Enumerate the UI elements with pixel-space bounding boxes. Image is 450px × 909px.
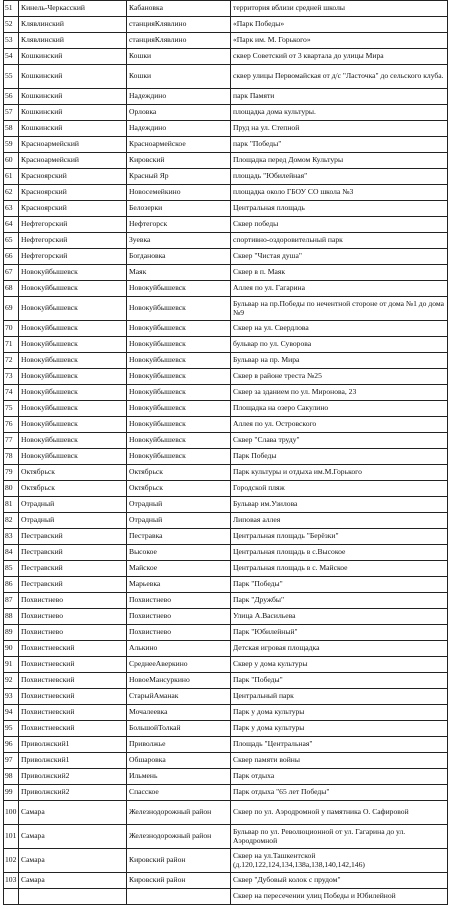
table-row xyxy=(4,737,448,753)
object-cell: Улица А.Васильева xyxy=(231,609,448,625)
object-cell: территория вблизи средней школы xyxy=(231,1,448,17)
district-cell: Клявлинский xyxy=(19,17,127,33)
object-cell: Площадь "Центральная" xyxy=(231,737,448,753)
locality-cell: Надеждино xyxy=(127,121,231,137)
locality-cell: Спасское xyxy=(127,785,231,801)
row-number-cell: 101 xyxy=(4,825,19,849)
locality-cell: Новокуйбышевск xyxy=(127,353,231,369)
district-cell: Новокуйбышевск xyxy=(19,369,127,385)
table-row xyxy=(4,105,448,121)
table-row xyxy=(4,577,448,593)
district-cell: Самара xyxy=(19,849,127,873)
row-number-cell: 97 xyxy=(4,753,19,769)
row-number-cell: 75 xyxy=(4,401,19,417)
row-number-cell: 78 xyxy=(4,449,19,465)
locality-cell: Железнодорожный район xyxy=(127,801,231,825)
locality-cell: Белозерки xyxy=(127,201,231,217)
object-cell: Сквер на ул.Ташкентской (д.120,122,124,134,138а,138,140,142,146) xyxy=(231,849,448,873)
row-number-cell: 95 xyxy=(4,721,19,737)
row-number-cell: 84 xyxy=(4,545,19,561)
locality-cell: Надеждино xyxy=(127,89,231,105)
locality-cell: Мочалеевка xyxy=(127,705,231,721)
object-cell: Парк у дома культуры xyxy=(231,705,448,721)
row-number-cell: 57 xyxy=(4,105,19,121)
row-number-cell: 89 xyxy=(4,625,19,641)
object-cell: площадь "Юбилейная" xyxy=(231,169,448,185)
district-cell xyxy=(19,889,127,905)
row-number-cell: 81 xyxy=(4,497,19,513)
table-row xyxy=(4,689,448,705)
table-row xyxy=(4,417,448,433)
district-cell: Новокуйбышевск xyxy=(19,417,127,433)
locality-cell: Похвистнево xyxy=(127,609,231,625)
table-row xyxy=(4,217,448,233)
locality-cell: Отрадный xyxy=(127,497,231,513)
district-cell: Новокуйбышевск xyxy=(19,433,127,449)
locality-cell: Новокуйбышевск xyxy=(127,281,231,297)
district-cell: Кошкинский xyxy=(19,89,127,105)
object-cell: «Парк Победы» xyxy=(231,17,448,33)
object-cell: Центральная площадь в с.Высокое xyxy=(231,545,448,561)
row-number-cell: 90 xyxy=(4,641,19,657)
table-row xyxy=(4,201,448,217)
district-cell: Нефтегорский xyxy=(19,233,127,249)
locality-cell: Маяк xyxy=(127,265,231,281)
locality-cell: Обшаровка xyxy=(127,753,231,769)
row-number-cell: 102 xyxy=(4,849,19,873)
object-cell: Парк культуры и отдыха им.М.Горького xyxy=(231,465,448,481)
table-row xyxy=(4,353,448,369)
district-cell: Отрадный xyxy=(19,497,127,513)
locality-cell: Кировский xyxy=(127,153,231,169)
locality-cell: Майское xyxy=(127,561,231,577)
row-number-cell: 72 xyxy=(4,353,19,369)
object-cell: Бульвар на пр. Мира xyxy=(231,353,448,369)
district-cell: Приволжский2 xyxy=(19,769,127,785)
district-cell: Похвистнево xyxy=(19,625,127,641)
row-number-cell: 98 xyxy=(4,769,19,785)
locality-cell xyxy=(127,889,231,905)
district-cell: Новокуйбышевск xyxy=(19,297,127,321)
object-cell: Бульвар им.Узилова xyxy=(231,497,448,513)
row-number-cell: 96 xyxy=(4,737,19,753)
object-cell: Сквер за зданием по ул. Миронова, 23 xyxy=(231,385,448,401)
object-cell: Сквер по ул. Аэродромной у памятника О. Сафировой xyxy=(231,801,448,825)
table-row xyxy=(4,625,448,641)
locality-cell: СреднееАверкино xyxy=(127,657,231,673)
district-cell: Пестравский xyxy=(19,545,127,561)
district-cell: Кинель-Черкасский xyxy=(19,1,127,17)
object-cell: Парк "Юбилейный" xyxy=(231,625,448,641)
table-row xyxy=(4,529,448,545)
object-cell: сквер Советский от 3 квартала до улицы Мира xyxy=(231,49,448,65)
row-number-cell: 61 xyxy=(4,169,19,185)
locality-cell: Кабановка xyxy=(127,1,231,17)
district-cell: Похвистневский xyxy=(19,641,127,657)
object-cell: парк Памяти xyxy=(231,89,448,105)
row-number-cell: 88 xyxy=(4,609,19,625)
locality-cell: Богдановка xyxy=(127,249,231,265)
table-row xyxy=(4,137,448,153)
row-number-cell: 71 xyxy=(4,337,19,353)
row-number-cell: 70 xyxy=(4,321,19,337)
locality-cell: Новокуйбышевск xyxy=(127,433,231,449)
district-cell: Приволжский1 xyxy=(19,737,127,753)
district-cell: Новокуйбышевск xyxy=(19,337,127,353)
locality-cell: Новокуйбышевск xyxy=(127,417,231,433)
table-row xyxy=(4,121,448,137)
district-cell: Приволжский1 xyxy=(19,753,127,769)
table-row xyxy=(4,281,448,297)
table-row xyxy=(4,873,448,889)
locality-cell: Нефтегорск xyxy=(127,217,231,233)
object-cell: Сквер на ул. Свердлова xyxy=(231,321,448,337)
locality-cell: НовоеМансуркино xyxy=(127,673,231,689)
object-cell: Детская игровая площадка xyxy=(231,641,448,657)
table-row xyxy=(4,233,448,249)
district-cell: Октябрьск xyxy=(19,465,127,481)
object-cell: Парк отдыха xyxy=(231,769,448,785)
table-row xyxy=(4,641,448,657)
object-cell: бульвар по ул. Суворова xyxy=(231,337,448,353)
district-cell: Красноярский xyxy=(19,201,127,217)
district-cell: Похвистнево xyxy=(19,593,127,609)
locality-cell: Марьевка xyxy=(127,577,231,593)
table-row xyxy=(4,769,448,785)
locality-cell: Красноармейское xyxy=(127,137,231,153)
object-cell: Бульвар на пр.Победы по нечентной стороне от дома №1 до дома №9 xyxy=(231,297,448,321)
row-number-cell: 83 xyxy=(4,529,19,545)
district-cell: Похвистневский xyxy=(19,673,127,689)
locality-cell: Новосемейкино xyxy=(127,185,231,201)
district-cell: Самара xyxy=(19,801,127,825)
row-number-cell: 65 xyxy=(4,233,19,249)
row-number-cell: 77 xyxy=(4,433,19,449)
table-row xyxy=(4,721,448,737)
table-row xyxy=(4,561,448,577)
district-cell: Новокуйбышевск xyxy=(19,385,127,401)
row-number-cell: 73 xyxy=(4,369,19,385)
district-cell: Красноярский xyxy=(19,185,127,201)
locality-cell: Новокуйбышевск xyxy=(127,337,231,353)
object-cell: Сквер победы xyxy=(231,217,448,233)
locality-cell: Кировский район xyxy=(127,873,231,889)
row-number-cell: 55 xyxy=(4,65,19,89)
row-number-cell: 86 xyxy=(4,577,19,593)
table-row xyxy=(4,513,448,529)
row-number-cell: 76 xyxy=(4,417,19,433)
table-row xyxy=(4,385,448,401)
locality-cell: Похвистнево xyxy=(127,625,231,641)
locality-cell: Железнодорожный район xyxy=(127,825,231,849)
district-cell: Красноармейский xyxy=(19,153,127,169)
object-cell: Бульвар по ул. Революционной от ул. Гагарина до ул. Аэродромной xyxy=(231,825,448,849)
district-cell: Кошкинский xyxy=(19,121,127,137)
locality-cell: Зуевка xyxy=(127,233,231,249)
document-page xyxy=(3,0,447,905)
locality-cell: Алькино xyxy=(127,641,231,657)
locality-cell: Новокуйбышевск xyxy=(127,369,231,385)
object-cell: Сквер памяти войны xyxy=(231,753,448,769)
row-number-cell: 68 xyxy=(4,281,19,297)
object-cell: Городской пляж xyxy=(231,481,448,497)
object-cell: Площадка на озеро Сакулино xyxy=(231,401,448,417)
district-cell: Новокуйбышевск xyxy=(19,281,127,297)
table-row xyxy=(4,185,448,201)
object-cell: Парк "Дружбы" xyxy=(231,593,448,609)
object-cell: площадка около ГБОУ СО школа №3 xyxy=(231,185,448,201)
object-cell: Сквер в п. Маяк xyxy=(231,265,448,281)
object-cell: Сквер на пересечении улиц Победы и Юбилейной xyxy=(231,889,448,905)
locality-cell: Приволжье xyxy=(127,737,231,753)
row-number-cell: 82 xyxy=(4,513,19,529)
table-row xyxy=(4,401,448,417)
district-cell: Похвистневский xyxy=(19,721,127,737)
locality-cell: Новокуйбышевск xyxy=(127,401,231,417)
locality-cell: Высокое xyxy=(127,545,231,561)
table-row xyxy=(4,321,448,337)
row-number-cell: 92 xyxy=(4,673,19,689)
district-cell: Красноярский xyxy=(19,169,127,185)
parks-table xyxy=(3,0,448,905)
row-number-cell: 62 xyxy=(4,185,19,201)
table-row xyxy=(4,265,448,281)
district-cell: Октябрьск xyxy=(19,481,127,497)
object-cell: спортивно-оздоровительный парк xyxy=(231,233,448,249)
district-cell: Пестравский xyxy=(19,529,127,545)
district-cell: Нефтегорский xyxy=(19,217,127,233)
table-row xyxy=(4,169,448,185)
district-cell: Похвистневский xyxy=(19,705,127,721)
locality-cell: Пестравка xyxy=(127,529,231,545)
locality-cell: СтарыйАманак xyxy=(127,689,231,705)
district-cell: Самара xyxy=(19,825,127,849)
row-number-cell: 58 xyxy=(4,121,19,137)
district-cell: Клявлинский xyxy=(19,33,127,49)
district-cell: Новокуйбышевск xyxy=(19,449,127,465)
locality-cell: Красный Яр xyxy=(127,169,231,185)
object-cell: Парк "Победы" xyxy=(231,577,448,593)
locality-cell: Ильмень xyxy=(127,769,231,785)
table-row xyxy=(4,609,448,625)
locality-cell: Кошки xyxy=(127,49,231,65)
table-row xyxy=(4,545,448,561)
table-row xyxy=(4,497,448,513)
row-number-cell: 74 xyxy=(4,385,19,401)
table-row xyxy=(4,17,448,33)
table-row xyxy=(4,297,448,321)
table-row xyxy=(4,433,448,449)
locality-cell: Орловка xyxy=(127,105,231,121)
table-row xyxy=(4,49,448,65)
table-row xyxy=(4,65,448,89)
row-number-cell: 63 xyxy=(4,201,19,217)
object-cell: Аллея по ул. Островского xyxy=(231,417,448,433)
table-row xyxy=(4,785,448,801)
row-number-cell: 67 xyxy=(4,265,19,281)
district-cell: Новокуйбышевск xyxy=(19,401,127,417)
table-row xyxy=(4,705,448,721)
object-cell: Сквер в районе треста №25 xyxy=(231,369,448,385)
district-cell: Пестравский xyxy=(19,577,127,593)
object-cell: Сквер "Чистая душа" xyxy=(231,249,448,265)
district-cell: Нефтегорский xyxy=(19,249,127,265)
object-cell: Пруд на ул. Степной xyxy=(231,121,448,137)
district-cell: Похвистневский xyxy=(19,689,127,705)
locality-cell: Отрадный xyxy=(127,513,231,529)
district-cell: Красноармейский xyxy=(19,137,127,153)
object-cell: Парк Победы xyxy=(231,449,448,465)
row-number-cell: 54 xyxy=(4,49,19,65)
row-number-cell: 79 xyxy=(4,465,19,481)
table-row xyxy=(4,801,448,825)
object-cell: Парк отдыха "65 лет Победы" xyxy=(231,785,448,801)
object-cell: Аллея по ул. Гагарина xyxy=(231,281,448,297)
table-row xyxy=(4,825,448,849)
object-cell: Центральный парк xyxy=(231,689,448,705)
district-cell: Похвистневский xyxy=(19,657,127,673)
table-body xyxy=(4,1,448,905)
row-number-cell: 59 xyxy=(4,137,19,153)
table-row xyxy=(4,465,448,481)
table-row xyxy=(4,889,448,905)
row-number-cell: 69 xyxy=(4,297,19,321)
row-number-cell: 52 xyxy=(4,17,19,33)
locality-cell: Октябрьск xyxy=(127,465,231,481)
district-cell: Пестравский xyxy=(19,561,127,577)
row-number-cell xyxy=(4,889,19,905)
row-number-cell: 94 xyxy=(4,705,19,721)
row-number-cell: 87 xyxy=(4,593,19,609)
table-row xyxy=(4,673,448,689)
row-number-cell: 60 xyxy=(4,153,19,169)
row-number-cell: 80 xyxy=(4,481,19,497)
locality-cell: Похвистнево xyxy=(127,593,231,609)
object-cell: Липовая аллея xyxy=(231,513,448,529)
locality-cell: Новокуйбышевск xyxy=(127,449,231,465)
object-cell: «Парк им. М. Горького» xyxy=(231,33,448,49)
locality-cell: Октябрьск xyxy=(127,481,231,497)
table-row xyxy=(4,849,448,873)
locality-cell: Кировский район xyxy=(127,849,231,873)
locality-cell: Кошки xyxy=(127,65,231,89)
table-row xyxy=(4,153,448,169)
district-cell: Новокуйбышевск xyxy=(19,321,127,337)
district-cell: Новокуйбышевск xyxy=(19,265,127,281)
row-number-cell: 51 xyxy=(4,1,19,17)
table-row xyxy=(4,657,448,673)
object-cell: сквер улицы Первомайская от д/с "Ласточка" до сельского клуба. xyxy=(231,65,448,89)
object-cell: Центральная площадь xyxy=(231,201,448,217)
row-number-cell: 53 xyxy=(4,33,19,49)
locality-cell: Новокуйбышевск xyxy=(127,321,231,337)
table-row xyxy=(4,89,448,105)
object-cell: Сквер у дома культуры xyxy=(231,657,448,673)
district-cell: Кошкинский xyxy=(19,105,127,121)
locality-cell: Новокуйбышевск xyxy=(127,297,231,321)
locality-cell: Новокуйбышевск xyxy=(127,385,231,401)
object-cell: парк "Победы" xyxy=(231,137,448,153)
object-cell: Сквер "Слава труду" xyxy=(231,433,448,449)
object-cell: Парк "Победы" xyxy=(231,673,448,689)
district-cell: Кошкинский xyxy=(19,65,127,89)
row-number-cell: 64 xyxy=(4,217,19,233)
district-cell: Кошкинский xyxy=(19,49,127,65)
row-number-cell: 103 xyxy=(4,873,19,889)
object-cell: Парк у дома культуры xyxy=(231,721,448,737)
table-row xyxy=(4,1,448,17)
table-row xyxy=(4,481,448,497)
district-cell: Новокуйбышевск xyxy=(19,353,127,369)
row-number-cell: 56 xyxy=(4,89,19,105)
district-cell: Самара xyxy=(19,873,127,889)
table-row xyxy=(4,449,448,465)
locality-cell: станцияКлявлино xyxy=(127,33,231,49)
table-row xyxy=(4,33,448,49)
object-cell: площадка дома культуры. xyxy=(231,105,448,121)
table-row xyxy=(4,369,448,385)
district-cell: Отрадный xyxy=(19,513,127,529)
object-cell: Центральная площадь в с. Майское xyxy=(231,561,448,577)
locality-cell: станцияКлявлино xyxy=(127,17,231,33)
table-row xyxy=(4,593,448,609)
district-cell: Приволжский2 xyxy=(19,785,127,801)
object-cell: Площадка перед Домом Культуры xyxy=(231,153,448,169)
object-cell: Центральная площадь "Берёзки" xyxy=(231,529,448,545)
table-row xyxy=(4,337,448,353)
row-number-cell: 91 xyxy=(4,657,19,673)
row-number-cell: 85 xyxy=(4,561,19,577)
locality-cell: БольшойТолкай xyxy=(127,721,231,737)
table-row xyxy=(4,753,448,769)
row-number-cell: 100 xyxy=(4,801,19,825)
row-number-cell: 66 xyxy=(4,249,19,265)
row-number-cell: 93 xyxy=(4,689,19,705)
district-cell: Похвистнево xyxy=(19,609,127,625)
table-row xyxy=(4,249,448,265)
object-cell: Сквер "Дубовый колок с прудом" xyxy=(231,873,448,889)
row-number-cell: 99 xyxy=(4,785,19,801)
